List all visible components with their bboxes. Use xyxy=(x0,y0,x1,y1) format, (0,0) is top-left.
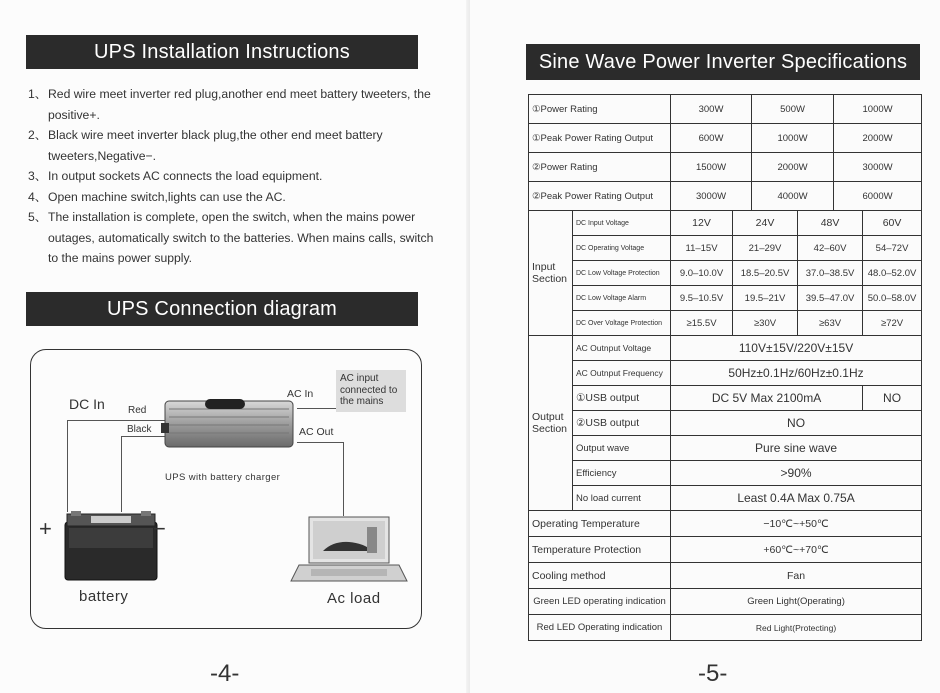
spec-label: Red LED Operating indication xyxy=(529,615,671,641)
ups-inverter-image xyxy=(161,395,297,453)
spec-value: 6000W xyxy=(834,182,922,211)
wire-dc-left xyxy=(67,420,68,512)
spec-value: 110V±15V/220V±15V xyxy=(671,336,922,361)
step-number: 5、 xyxy=(28,210,47,224)
spec-value: 50.0–58.0V xyxy=(863,286,922,311)
spec-label: ②Power Rating xyxy=(529,153,671,182)
spec-label: Temperature Protection xyxy=(529,537,671,563)
spec-value: 11–15V xyxy=(671,236,733,261)
spec-label: DC Input Voltage xyxy=(573,211,671,236)
connection-title-banner xyxy=(26,292,418,326)
spec-row xyxy=(529,537,922,563)
step-number: 1、 xyxy=(28,87,47,101)
plus-terminal: + xyxy=(39,516,52,541)
spec-value: DC 5V Max 2100mA xyxy=(671,386,863,411)
spec-label: DC Operating Voltage xyxy=(573,236,671,261)
spec-value: 21–29V xyxy=(733,236,798,261)
spec-value: 1000W xyxy=(834,95,922,124)
spec-value: Fan xyxy=(671,563,922,589)
spec-row xyxy=(529,461,922,486)
spec-row xyxy=(529,153,922,182)
spec-row xyxy=(529,286,922,311)
minus-terminal: − xyxy=(153,516,166,541)
spec-value: 48.0–52.0V xyxy=(863,261,922,286)
spec-value: 19.5–21V xyxy=(733,286,798,311)
spec-value: 50Hz±0.1Hz/60Hz±0.1Hz xyxy=(671,361,922,386)
spec-value: 24V xyxy=(733,211,798,236)
spec-label: DC Low Voltage Alarm xyxy=(573,286,671,311)
spec-value: ≥30V xyxy=(733,311,798,336)
spec-label: Green LED operating indication xyxy=(529,589,671,615)
spec-row xyxy=(529,261,922,286)
spec-value: 3000W xyxy=(671,182,752,211)
spec-value: 3000W xyxy=(834,153,922,182)
spec-label: No load current xyxy=(573,486,671,511)
spec-value: 9.5–10.5V xyxy=(671,286,733,311)
spec-label: ①Peak Power Rating Output xyxy=(529,124,671,153)
spec-value: 1000W xyxy=(752,124,834,153)
spec-label: DC Over Voltage Protection xyxy=(573,311,671,336)
spec-value: 9.0–10.0V xyxy=(671,261,733,286)
spec-label: ②USB output xyxy=(573,411,671,436)
step-number: 4、 xyxy=(28,189,47,204)
step-3 xyxy=(28,166,438,187)
installation-title: UPS Installation Instructions xyxy=(94,40,350,63)
step-text: In output sockets AC connects the load equipment. xyxy=(48,169,323,183)
spec-value: ≥15.5V xyxy=(671,311,733,336)
spec-value: 2000W xyxy=(834,124,922,153)
spec-value: 500W xyxy=(752,95,834,124)
spec-label: AC Outnput Frequency xyxy=(573,361,671,386)
spec-table xyxy=(528,94,922,641)
step-1 xyxy=(28,84,438,125)
battery-image xyxy=(61,510,161,582)
page-number-right: -5- xyxy=(698,660,728,687)
spec-label: Efficiency xyxy=(573,461,671,486)
spec-value: ≥72V xyxy=(863,311,922,336)
laptop-image xyxy=(289,515,409,587)
wire-red xyxy=(67,420,167,421)
ac-in-label: AC In xyxy=(287,388,314,400)
input-section-label: Input Section xyxy=(529,211,573,336)
spec-row xyxy=(529,182,922,211)
ac-load-label: Ac load xyxy=(327,590,381,607)
spec-row xyxy=(529,386,922,411)
ups-caption: UPS with battery charger xyxy=(165,472,281,483)
wire-ac-out-down xyxy=(343,442,344,516)
spec-value: +60℃~+70℃ xyxy=(671,537,922,563)
ac-input-note: AC input connected to the mains xyxy=(336,370,406,412)
spec-value: 12V xyxy=(671,211,733,236)
step-number: 3、 xyxy=(28,169,47,183)
spec-row xyxy=(529,361,922,386)
spec-value: 48V xyxy=(798,211,863,236)
spec-value: 1500W xyxy=(671,153,752,182)
spec-row xyxy=(529,236,922,261)
spec-value: 42–60V xyxy=(798,236,863,261)
spec-value: 18.5–20.5V xyxy=(733,261,798,286)
spec-title-banner xyxy=(526,44,920,80)
spec-value: 2000W xyxy=(752,153,834,182)
spec-value: 54–72V xyxy=(863,236,922,261)
step-2 xyxy=(28,125,438,166)
spec-label: ②Peak Power Rating Output xyxy=(529,182,671,211)
spec-row xyxy=(529,311,922,336)
spec-value: Green Light(Operating) xyxy=(671,589,922,615)
ac-out-label: AC Out xyxy=(299,426,334,438)
wire-ac-out xyxy=(297,442,343,443)
spec-row xyxy=(529,589,922,615)
spec-value: >90% xyxy=(671,461,922,486)
step-text: The installation is complete, open the switch, when the mains power outages, automatically switch to the batteries. When mains calls, switch to the mains power supply. xyxy=(48,210,434,265)
spec-row xyxy=(529,211,922,236)
spec-row xyxy=(529,95,922,124)
wire-black-down xyxy=(121,436,122,512)
spec-value: ≥63V xyxy=(798,311,863,336)
spec-value: 600W xyxy=(671,124,752,153)
spec-title: Sine Wave Power Inverter Specifications xyxy=(538,50,908,73)
spec-label: ①Power Rating xyxy=(529,95,671,124)
step-text: Open machine switch,lights can use the AC. xyxy=(48,189,286,204)
spec-row xyxy=(529,411,922,436)
spec-value: Least 0.4A Max 0.75A xyxy=(671,486,922,511)
spec-value: 4000W xyxy=(752,182,834,211)
step-number: 2、 xyxy=(28,128,47,142)
installation-steps xyxy=(28,84,438,269)
step-5 xyxy=(28,207,438,269)
wire-ac-in xyxy=(297,408,337,409)
spec-label: AC Outnput Voltage xyxy=(573,336,671,361)
spec-value: Pure sine wave xyxy=(671,436,922,461)
output-section-label: Output Section xyxy=(529,336,573,511)
spec-label: ①USB output xyxy=(573,386,671,411)
spec-label: Cooling method xyxy=(529,563,671,589)
spec-value: 60V xyxy=(863,211,922,236)
spec-value: 39.5–47.0V xyxy=(798,286,863,311)
spec-row xyxy=(529,436,922,461)
installation-title-banner xyxy=(26,35,418,69)
spec-value: 37.0–38.5V xyxy=(798,261,863,286)
spec-row xyxy=(529,486,922,511)
spec-value: 300W xyxy=(671,95,752,124)
spec-label: DC Low Voltage Protection xyxy=(573,261,671,286)
spec-row xyxy=(529,511,922,537)
spec-row xyxy=(529,615,922,641)
dc-in-label: DC In xyxy=(69,396,105,412)
spec-row xyxy=(529,124,922,153)
spec-row xyxy=(529,336,922,361)
page-number-left: -4- xyxy=(210,660,240,687)
spec-value: NO xyxy=(671,411,922,436)
step-text: Red wire meet inverter red plug,another end meet battery tweeters, the positive+. xyxy=(48,87,431,122)
black-wire-label: Black xyxy=(127,424,152,435)
spec-value: NO xyxy=(863,386,922,411)
spec-label: Output wave xyxy=(573,436,671,461)
step-4 xyxy=(28,187,438,208)
spec-value: −10℃~+50℃ xyxy=(671,511,922,537)
red-wire-label: Red xyxy=(128,405,147,416)
connection-diagram xyxy=(30,349,422,629)
spec-value: Red Light(Protecting) xyxy=(671,615,922,641)
step-text: Black wire meet inverter black plug,the other end meet battery tweeters,Negative−. xyxy=(48,128,383,163)
connection-title: UPS Connection diagram xyxy=(106,297,338,320)
battery-label: battery xyxy=(79,588,129,605)
spec-row xyxy=(529,563,922,589)
spec-label: Operating Temperature xyxy=(529,511,671,537)
